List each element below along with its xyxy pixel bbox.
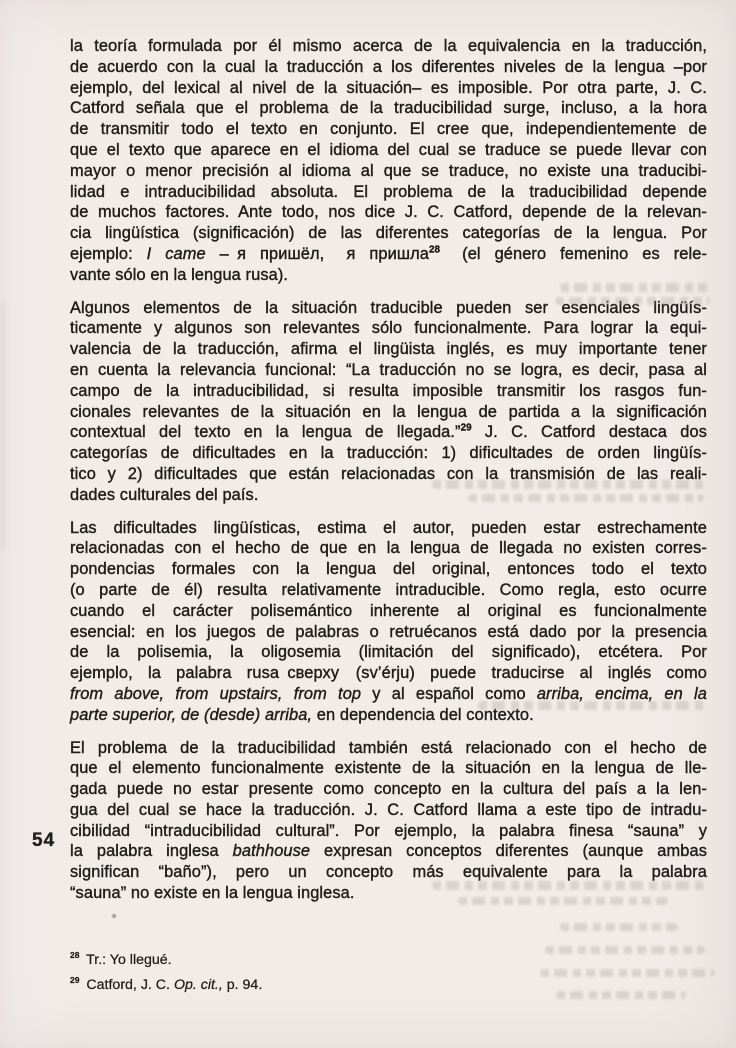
text-line: valencia de la traducción, afirma el lingüista inglés, es muy importante tener (70, 340, 707, 359)
text-line: campo de la intraducibilidad, si resulta imposible transmitir los rasgos fun- (70, 381, 707, 400)
paragraph (70, 298, 707, 506)
text-line: lidad e intraducibilidad absoluta. El problema de la traducibilidad depende (70, 182, 707, 201)
text-line: Las dificultades lingüísticas, estima el autor, pueden estar estrechamente (70, 518, 707, 537)
page-number: 54 (32, 830, 56, 851)
text-line: que el texto que aparece en el idioma del cual se traduce se puede llevar con (70, 140, 707, 159)
text-line: Catford señala que el problema de la traducibilidad surge, incluso, a la hora (70, 99, 707, 118)
text-line: relacionadas con el hecho de que en la lengua de llegada no existen corres- (70, 539, 707, 558)
paragraph (70, 36, 707, 286)
text-line: “sauna” no existe en la lengua inglesa. (70, 884, 355, 903)
text-line: ejemplo, la palabra rusa сверху (sv’érju) puede traducirse al inglés como (70, 664, 707, 683)
footnote: $^{28}$ Tr.: Yo llegué. (70, 950, 172, 968)
text-line: parte superior, de (desde) arriba, en dependencia del contexto. (70, 705, 534, 724)
text-line: de acuerdo con la cual la traducción a los diferentes niveles de la lengua –por (70, 57, 707, 76)
text-line: de la polisemia, la oligosemia (limitación del significado), etcétera. Por (70, 643, 707, 662)
body-text (70, 36, 707, 904)
text-line: tico y 2) dificultades que están relacionadas con la transmisión de las reali- (70, 464, 707, 483)
text-line: en cuenta la relevancia funcional: “La traducción no se logra, es decir, pasa al (70, 360, 707, 379)
text-line: significan “baño”), pero un concepto más equivalente para la palabra (70, 863, 707, 882)
text-line: El problema de la traducibilidad también está relacionado con el hecho de (70, 738, 707, 757)
text-line: ticamente y algunos son relevantes sólo funcionalmente. Para lograr la equi- (70, 319, 707, 338)
bleed-through-artifact (560, 923, 678, 931)
text-line: cuando el carácter polisemántico inherente al original es funcionalmente (70, 601, 707, 620)
text-line: cibilidad “intraducibilidad cultural”. Por ejemplo, la palabra finesa “sauna” y (70, 821, 707, 840)
text-line: ejemplo: I came – я пришёл, я пришла$^{28}$ (el género femenino es rele- (70, 244, 707, 263)
paragraph (70, 738, 707, 904)
text-line: gua del cual se hace la traducción. J. C. Catford llama a este tipo de intradu- (70, 800, 707, 819)
ink-speck (112, 914, 116, 918)
text-line: (o parte de él) resulta relativamente intraducible. Como regla, esto ocurre (70, 580, 707, 599)
text-line: esencial: en los juegos de palabras o retruécanos está dado por la presencia (70, 622, 707, 641)
text-line: from above, from upstairs, from top y al español como arriba, encima, en la (70, 684, 707, 703)
scan-edge-smudge (0, 300, 6, 550)
text-line: pondencias formales con la lengua del original, entonces todo el texto (70, 560, 707, 579)
text-line: mayor o menor precisión al idioma al que se traduce, no existe una traducibi- (70, 161, 707, 180)
text-line: cia lingüística (significación) de las diferentes categorías de la lengua. Por (70, 224, 707, 243)
text-line: de transmitir todo el texto en conjunto. El cree que, independientemente de (70, 120, 707, 139)
footnotes (70, 948, 690, 998)
text-line: la teoría formulada por él mismo acerca de la equivalencia en la traducción, (70, 37, 707, 55)
text-line: cionales relevantes de la situación en la lengua de partida a la significación (70, 402, 707, 421)
text-line: Algunos elementos de la situación traducible pueden ser esenciales lingüís- (70, 298, 707, 317)
text-line: la palabra inglesa bathhouse expresan conceptos diferentes (aunque ambas (70, 842, 707, 861)
text-line: contextual del texto en la lengua de llegada.”$^{29}$ J. C. Catford destaca dos (70, 422, 707, 442)
text-line: de muchos factores. Ante todo, nos dice J. C. Catford, depende de la relevan- (70, 203, 707, 222)
text-line: vante sólo en la lengua rusa). (70, 265, 289, 284)
footnote: $^{29}$ Catford, J. C. Op. cit., p. 94. (70, 975, 263, 993)
text-line: que el elemento funcionalmente existente de la situación en la lengua de lle- (70, 759, 707, 778)
paragraph (70, 518, 707, 726)
text-line: gada puede no estar presente como concepto en la cultura del país a la len- (70, 780, 707, 799)
text-line: categorías de dificultades en la traducción: 1) dificultades de orden lingüís- (70, 444, 707, 463)
text-line: dades culturales del país. (70, 485, 259, 504)
text-line: ejemplo, del lexical al nivel de la situación– es imposible. Por otra parte, J. C. (70, 78, 707, 97)
